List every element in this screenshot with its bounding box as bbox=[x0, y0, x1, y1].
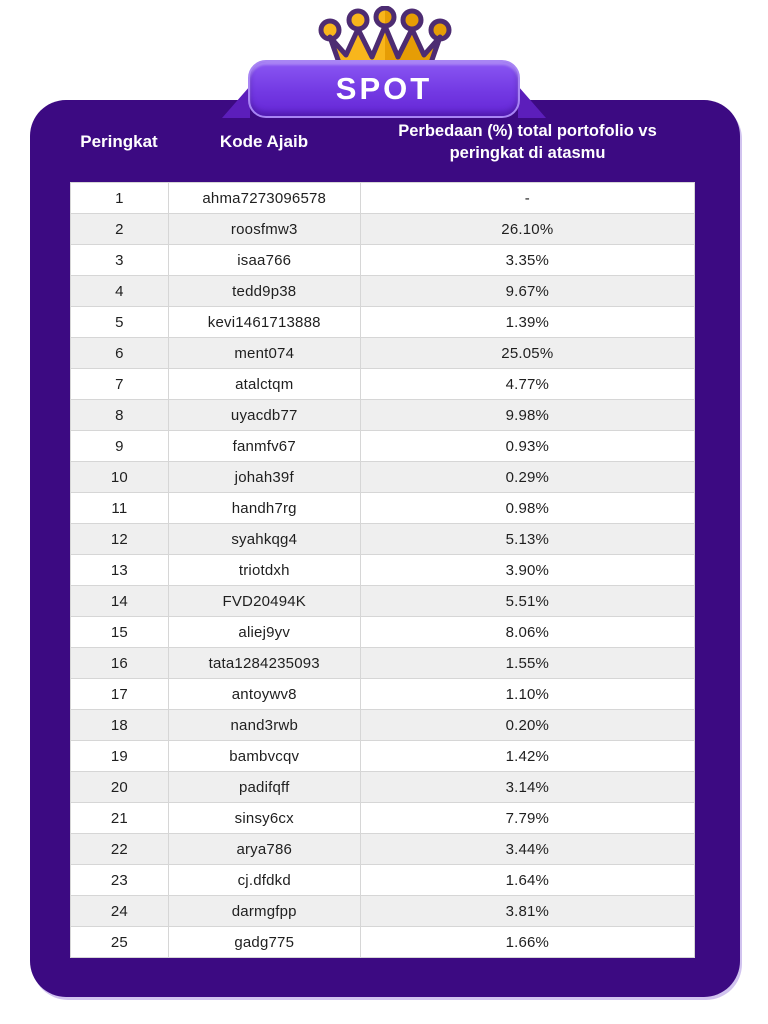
column-header-kode-ajaib: Kode Ajaib bbox=[219, 132, 309, 151]
table-row bbox=[71, 586, 695, 617]
cell-code: bambvcqv bbox=[168, 741, 360, 772]
cell-rank: 9 bbox=[71, 431, 169, 462]
table-row bbox=[71, 896, 695, 927]
cell-diff: 1.42% bbox=[360, 741, 694, 772]
cell-diff: 1.55% bbox=[360, 648, 694, 679]
table-row bbox=[71, 772, 695, 803]
cell-code: tedd9p38 bbox=[168, 276, 360, 307]
cell-code: triotdxh bbox=[168, 555, 360, 586]
cell-diff: 26.10% bbox=[360, 214, 694, 245]
cell-code: johah39f bbox=[168, 462, 360, 493]
table-row bbox=[71, 214, 695, 245]
cell-rank: 25 bbox=[71, 927, 169, 958]
cell-rank: 8 bbox=[71, 400, 169, 431]
cell-code: aliej9yv bbox=[168, 617, 360, 648]
cell-diff: 0.93% bbox=[360, 431, 694, 462]
cell-rank: 13 bbox=[71, 555, 169, 586]
table-row bbox=[71, 369, 695, 400]
table-row bbox=[71, 865, 695, 896]
cell-rank: 16 bbox=[71, 648, 169, 679]
cell-code: cj.dfdkd bbox=[168, 865, 360, 896]
table-row bbox=[71, 803, 695, 834]
cell-rank: 14 bbox=[71, 586, 169, 617]
cell-rank: 20 bbox=[71, 772, 169, 803]
cell-code: handh7rg bbox=[168, 493, 360, 524]
column-header-peringkat: Peringkat bbox=[80, 132, 158, 151]
cell-diff: 4.77% bbox=[360, 369, 694, 400]
cell-diff: 5.13% bbox=[360, 524, 694, 555]
table-body bbox=[71, 183, 695, 958]
banner-label: SPOT bbox=[335, 71, 433, 106]
cell-diff: - bbox=[360, 183, 694, 214]
cell-diff: 3.35% bbox=[360, 245, 694, 276]
cell-rank: 3 bbox=[71, 245, 169, 276]
table-row bbox=[71, 648, 695, 679]
cell-rank: 4 bbox=[71, 276, 169, 307]
cell-diff: 3.90% bbox=[360, 555, 694, 586]
cell-rank: 11 bbox=[71, 493, 169, 524]
table-row bbox=[71, 555, 695, 586]
cell-code: arya786 bbox=[168, 834, 360, 865]
cell-code: ahma7273096578 bbox=[168, 183, 360, 214]
cell-code: roosfmw3 bbox=[168, 214, 360, 245]
cell-diff: 0.20% bbox=[360, 710, 694, 741]
cell-code: syahkqg4 bbox=[168, 524, 360, 555]
cell-rank: 15 bbox=[71, 617, 169, 648]
cell-diff: 5.51% bbox=[360, 586, 694, 617]
table-row bbox=[71, 400, 695, 431]
cell-diff: 1.66% bbox=[360, 927, 694, 958]
table-row bbox=[71, 338, 695, 369]
cell-rank: 10 bbox=[71, 462, 169, 493]
table-row bbox=[71, 183, 695, 214]
cell-rank: 1 bbox=[71, 183, 169, 214]
cell-diff: 0.98% bbox=[360, 493, 694, 524]
cell-rank: 5 bbox=[71, 307, 169, 338]
table-row bbox=[71, 524, 695, 555]
cell-diff: 8.06% bbox=[360, 617, 694, 648]
cell-rank: 12 bbox=[71, 524, 169, 555]
cell-code: gadg775 bbox=[168, 927, 360, 958]
cell-code: antoywv8 bbox=[168, 679, 360, 710]
table-row bbox=[71, 617, 695, 648]
cell-code: ment074 bbox=[168, 338, 360, 369]
cell-diff: 7.79% bbox=[360, 803, 694, 834]
cell-diff: 3.14% bbox=[360, 772, 694, 803]
leaderboard-table bbox=[70, 182, 695, 958]
cell-rank: 24 bbox=[71, 896, 169, 927]
cell-code: nand3rwb bbox=[168, 710, 360, 741]
cell-code: padifqff bbox=[168, 772, 360, 803]
cell-diff: 3.44% bbox=[360, 834, 694, 865]
table-row bbox=[71, 245, 695, 276]
cell-rank: 2 bbox=[71, 214, 169, 245]
column-header-perbedaan: Perbedaan (%) total portofolio vs peringkat di atasmu bbox=[398, 121, 657, 162]
cell-rank: 22 bbox=[71, 834, 169, 865]
table-header bbox=[70, 108, 695, 176]
cell-diff: 25.05% bbox=[360, 338, 694, 369]
cell-code: FVD20494K bbox=[168, 586, 360, 617]
cell-code: kevi1461713888 bbox=[168, 307, 360, 338]
table-row bbox=[71, 431, 695, 462]
cell-rank: 23 bbox=[71, 865, 169, 896]
table-row bbox=[71, 307, 695, 338]
cell-rank: 18 bbox=[71, 710, 169, 741]
cell-code: uyacdb77 bbox=[168, 400, 360, 431]
cell-diff: 3.81% bbox=[360, 896, 694, 927]
table-row bbox=[71, 710, 695, 741]
table-row bbox=[71, 834, 695, 865]
cell-diff: 9.67% bbox=[360, 276, 694, 307]
cell-rank: 17 bbox=[71, 679, 169, 710]
table-row bbox=[71, 679, 695, 710]
table-row bbox=[71, 276, 695, 307]
cell-diff: 1.64% bbox=[360, 865, 694, 896]
table-row bbox=[71, 462, 695, 493]
cell-code: sinsy6cx bbox=[168, 803, 360, 834]
cell-code: isaa766 bbox=[168, 245, 360, 276]
cell-diff: 1.10% bbox=[360, 679, 694, 710]
cell-rank: 7 bbox=[71, 369, 169, 400]
table-row bbox=[71, 927, 695, 958]
cell-code: darmgfpp bbox=[168, 896, 360, 927]
cell-code: fanmfv67 bbox=[168, 431, 360, 462]
cell-rank: 6 bbox=[71, 338, 169, 369]
table-row bbox=[71, 493, 695, 524]
cell-rank: 19 bbox=[71, 741, 169, 772]
cell-rank: 21 bbox=[71, 803, 169, 834]
cell-code: tata1284235093 bbox=[168, 648, 360, 679]
cell-diff: 1.39% bbox=[360, 307, 694, 338]
cell-code: atalctqm bbox=[168, 369, 360, 400]
cell-diff: 0.29% bbox=[360, 462, 694, 493]
table-row bbox=[71, 741, 695, 772]
cell-diff: 9.98% bbox=[360, 400, 694, 431]
